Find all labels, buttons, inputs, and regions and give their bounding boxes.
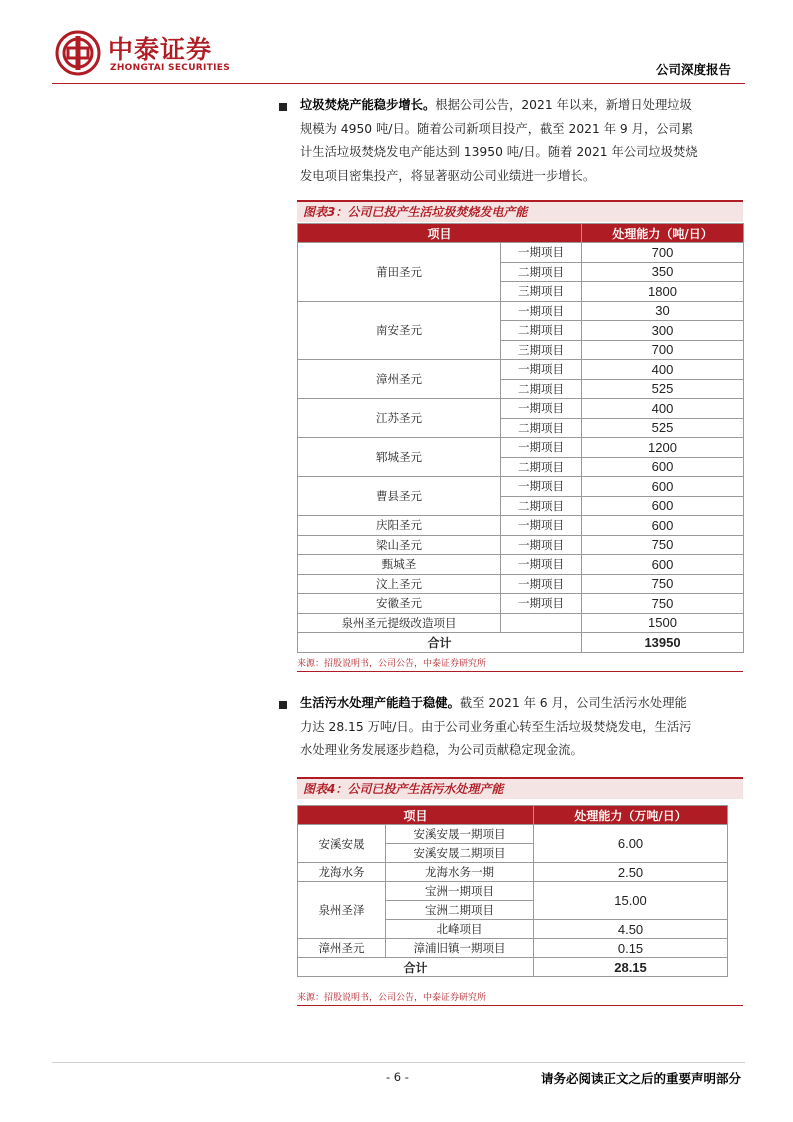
paragraph-line: 发电项目密集投产，将显著驱动公司业绩进一步增长。 [300, 168, 596, 183]
paragraph-sewage-treatment [300, 692, 740, 763]
header-project: 项目 [298, 224, 582, 243]
footer-disclaimer: 请务必阅读正文之后的重要声明部分 [540, 1071, 741, 1086]
project-name: 漳州圣元 [298, 360, 501, 399]
capacity-value: 525 [582, 418, 744, 438]
table-total-row [298, 633, 744, 653]
figure4-title: 图表4：公司已投产生活污水处理产能 [303, 782, 504, 796]
table-row [298, 477, 744, 497]
header-project: 项目 [298, 806, 534, 825]
capacity-value: 700 [582, 340, 744, 360]
phase-label: 二期项目 [501, 321, 582, 341]
table-row [298, 555, 744, 575]
logo-english-name: ZHONGTAI SECURITIES [110, 63, 230, 73]
zhongtai-logo-icon [55, 30, 101, 76]
project-item: 安溪安晟二期项目 [386, 844, 534, 863]
paragraph-line: 垃圾焚烧产能稳步增长。根据公司公告，2021 年以来，新增日处理垃圾 [300, 98, 692, 112]
capacity-value: 4.50 [534, 920, 728, 939]
project-item: 漳浦旧镇一期项目 [386, 939, 534, 958]
table-row [298, 613, 744, 633]
figure4-title-bar [297, 777, 743, 799]
phase-label: 二期项目 [501, 418, 582, 438]
total-value: 13950 [582, 633, 744, 653]
header-capacity: 处理能力（万吨/日） [534, 806, 728, 825]
project-item: 宝洲一期项目 [386, 882, 534, 901]
figure3-title: 图表3：公司已投产生活垃圾焚烧发电产能 [303, 205, 528, 219]
table-row [298, 243, 744, 263]
table-row [298, 863, 728, 882]
figure4-table [297, 805, 728, 977]
capacity-value: 0.15 [534, 939, 728, 958]
capacity-value: 2.50 [534, 863, 728, 882]
bullet-square-icon [279, 701, 287, 709]
capacity-value: 350 [582, 262, 744, 282]
project-name: 江苏圣元 [298, 399, 501, 438]
table-row [298, 939, 728, 958]
table-row [298, 574, 744, 594]
total-label: 合计 [298, 633, 582, 653]
footer-divider [52, 1062, 745, 1063]
phase-label: 二期项目 [501, 262, 582, 282]
table-row [298, 399, 744, 419]
page-number: - 6 - [386, 1070, 409, 1084]
paragraph-lead: 生活污水处理产能趋于稳健。 [300, 696, 460, 710]
project-item: 北峰项目 [386, 920, 534, 939]
capacity-value: 1200 [582, 438, 744, 458]
capacity-value: 600 [582, 516, 744, 536]
table-row [298, 301, 744, 321]
project-item: 龙海水务一期 [386, 863, 534, 882]
phase-label: 一期项目 [501, 477, 582, 497]
total-label: 合计 [298, 958, 534, 977]
paragraph-lead: 垃圾焚烧产能稳步增长。 [300, 98, 436, 112]
project-name: 庆阳圣元 [298, 516, 501, 536]
phase-label: 一期项目 [501, 594, 582, 614]
table-row [298, 360, 744, 380]
project-name: 泉州圣元提级改造项目 [298, 613, 501, 633]
project-item: 安溪安晟一期项目 [386, 825, 534, 844]
phase-label: 三期项目 [501, 340, 582, 360]
project-item: 宝洲二期项目 [386, 901, 534, 920]
table-row [298, 825, 728, 844]
table-row [298, 438, 744, 458]
capacity-value: 600 [582, 555, 744, 575]
table-header-row [298, 224, 744, 243]
page-header [0, 0, 793, 90]
project-group: 漳州圣元 [298, 939, 386, 958]
paragraph-line: 规模为 4950 吨/日。随着公司新项目投产，截至 2021 年 9 月，公司累 [300, 121, 694, 136]
phase-label: 一期项目 [501, 399, 582, 419]
figure4-source-divider [297, 1005, 743, 1006]
table-total-row [298, 958, 728, 977]
phase-label: 一期项目 [501, 516, 582, 536]
project-name: 南安圣元 [298, 301, 501, 360]
phase-label: 一期项目 [501, 243, 582, 263]
table-row [298, 516, 744, 536]
project-group: 泉州圣泽 [298, 882, 386, 939]
capacity-value: 525 [582, 379, 744, 399]
project-name: 曹县圣元 [298, 477, 501, 516]
capacity-value: 1500 [582, 613, 744, 633]
phase-label: 二期项目 [501, 496, 582, 516]
figure3-title-bar [297, 200, 743, 222]
capacity-value: 750 [582, 594, 744, 614]
capacity-value: 15.00 [534, 882, 728, 920]
capacity-value: 300 [582, 321, 744, 341]
figure3-source: 来源：招股说明书，公司公告，中泰证券研究所 [297, 659, 487, 669]
paragraph-line: 水处理业务发展逐步趋稳，为公司贡献稳定现金流。 [300, 743, 583, 757]
capacity-value: 600 [582, 477, 744, 497]
capacity-value: 600 [582, 496, 744, 516]
table-row [298, 882, 728, 901]
header-divider [52, 83, 745, 84]
capacity-value: 750 [582, 574, 744, 594]
phase-label: 三期项目 [501, 282, 582, 302]
logo-chinese-name: 中泰证券 [108, 35, 213, 64]
table-row [298, 594, 744, 614]
project-group: 龙海水务 [298, 863, 386, 882]
report-type-label: 公司深度报告 [655, 62, 731, 77]
paragraph-waste-incineration [300, 94, 740, 188]
capacity-value: 600 [582, 457, 744, 477]
phase-label: 一期项目 [501, 438, 582, 458]
project-name: 郓城圣元 [298, 438, 501, 477]
phase-label: 一期项目 [501, 535, 582, 555]
phase-label: 二期项目 [501, 379, 582, 399]
phase-label [501, 613, 582, 633]
project-name: 安徽圣元 [298, 594, 501, 614]
bullet-square-icon [279, 103, 287, 111]
phase-label: 一期项目 [501, 574, 582, 594]
phase-label: 二期项目 [501, 457, 582, 477]
capacity-value: 1800 [582, 282, 744, 302]
figure4-source: 来源：招股说明书，公司公告，中泰证券研究所 [297, 993, 487, 1003]
phase-label: 一期项目 [501, 555, 582, 575]
phase-label: 一期项目 [501, 301, 582, 321]
capacity-value: 700 [582, 243, 744, 263]
project-group: 安溪安晟 [298, 825, 386, 863]
capacity-value: 750 [582, 535, 744, 555]
project-name: 甄城圣 [298, 555, 501, 575]
capacity-value: 6.00 [534, 825, 728, 863]
figure3-table [297, 223, 744, 653]
header-capacity: 处理能力（吨/日） [582, 224, 744, 243]
paragraph-line: 生活污水处理产能趋于稳健。截至 2021 年 6 月，公司生活污水处理能 [300, 696, 687, 710]
table-header-row [298, 806, 728, 825]
paragraph-line: 力达 28.15 万吨/日。由于公司业务重心转至生活垃圾焚烧发电，生活污 [300, 719, 692, 734]
project-name: 梁山圣元 [298, 535, 501, 555]
paragraph-line: 计生活垃圾焚烧发电产能达到 13950 吨/日。随着 2021 年公司垃圾焚烧 [300, 145, 698, 159]
figure3-source-divider [297, 671, 743, 672]
capacity-value: 400 [582, 399, 744, 419]
capacity-value: 400 [582, 360, 744, 380]
phase-label: 一期项目 [501, 360, 582, 380]
total-value: 28.15 [534, 958, 728, 977]
project-name: 汶上圣元 [298, 574, 501, 594]
capacity-value: 30 [582, 301, 744, 321]
project-name: 莆田圣元 [298, 243, 501, 302]
table-row [298, 535, 744, 555]
